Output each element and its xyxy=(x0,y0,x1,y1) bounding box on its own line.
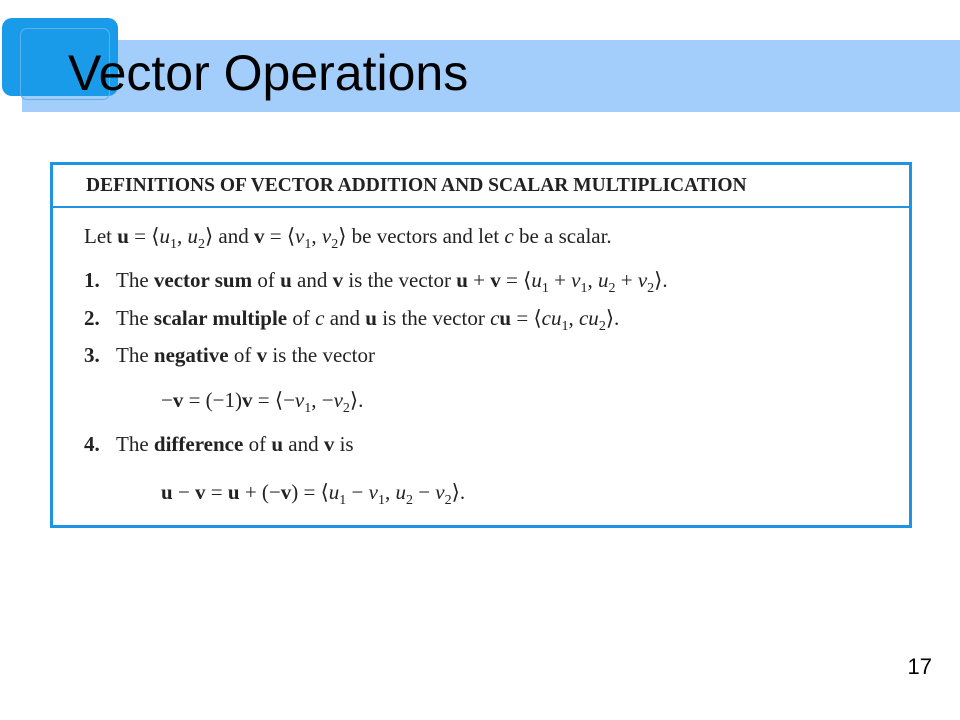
definition-intro: Let $u = ⟨u_1$, $u_2⟩$ and $v = ⟨v_1$, $v_2⟩$ be vectors and let c be a scalar. xyxy=(84,224,612,252)
definition-item-difference: 4. The difference of u and v is xyxy=(84,432,354,456)
slide-title: Vector Operations xyxy=(68,45,469,101)
negative-equation: $-v = (-1)v = ⟨-v_1$, $-v_2⟩$. xyxy=(161,388,364,416)
difference-equation: $u - v = u + (-v) = ⟨u_1 - v_1$, $u_2$ − $v_2⟩$. xyxy=(161,480,466,508)
definition-item-negative: 3. The negative of v is the vector xyxy=(84,343,375,367)
definition-box xyxy=(50,162,912,528)
definition-item-vector-sum: 1. The vector sum of u and v is the vector $u + v = ⟨u_1 + v_1$, $u_2$ + $v_2⟩$. xyxy=(84,268,668,296)
definition-item-scalar-multiple: 2. The scalar multiple of c and u is the vector cu = $⟨cu_1$, $cu_2⟩$. xyxy=(84,306,620,334)
page-number: 17 xyxy=(907,654,932,679)
definition-heading: DEFINITIONS OF VECTOR ADDITION AND SCALAR MULTIPLICATION xyxy=(53,165,909,208)
